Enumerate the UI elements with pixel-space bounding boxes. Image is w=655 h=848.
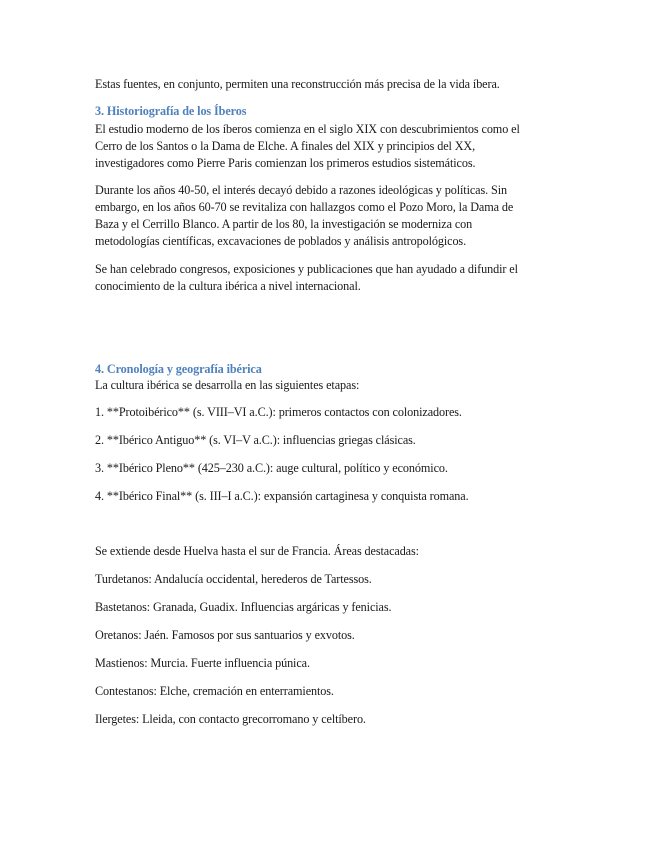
- area-item-bastetanos: Bastetanos: Granada, Guadix. Influencias argáricas y fenicias.: [95, 600, 392, 614]
- section-3-p2-line-1: Durante los años 40-50, el interés decayó debido a razones ideológicas y políticas. Sin: [95, 183, 507, 197]
- stage-item-1: 1. **Protoibérico** (s. VIII–VI a.C.): primeros contactos con colonizadores.: [95, 405, 462, 419]
- section-3-p1-line-3: investigadores como Pierre Paris comienzan los primeros estudios sistemáticos.: [95, 156, 476, 170]
- section-4-heading: 4. Cronología y geografía ibérica: [95, 362, 262, 376]
- stage-item-3: 3. **Ibérico Pleno** (425–230 a.C.): auge cultural, político y económico.: [95, 461, 448, 475]
- area-item-oretanos: Oretanos: Jaén. Famosos por sus santuarios y exvotos.: [95, 628, 355, 642]
- geography-intro: Se extiende desde Huelva hasta el sur de Francia. Áreas destacadas:: [95, 544, 419, 558]
- section-3-heading: 3. Historiografía de los Íberos: [95, 104, 247, 118]
- area-item-turdetanos: Turdetanos: Andalucía occidental, herederos de Tartessos.: [95, 572, 372, 586]
- section-3-p1-line-2: Cerro de los Santos o la Dama de Elche. A finales del XIX y principios del XX,: [95, 139, 476, 153]
- section-3-p2-line-3: Baza y el Cerrillo Blanco. A partir de los 80, la investigación se moderniza con: [95, 217, 473, 231]
- area-item-mastienos: Mastienos: Murcia. Fuerte influencia púnica.: [95, 656, 310, 670]
- section-3-p3-line-2: conocimiento de la cultura ibérica a nivel internacional.: [95, 279, 361, 293]
- section-3-p2-line-4: metodologías científicas, excavaciones de poblados y análisis antropológicos.: [95, 234, 467, 248]
- area-item-ilergetes: Ilergetes: Lleida, con contacto grecorromano y celtíbero.: [95, 712, 366, 726]
- section-4-intro: La cultura ibérica se desarrolla en las siguientes etapas:: [95, 378, 360, 392]
- area-item-contestanos: Contestanos: Elche, cremación en enterramientos.: [95, 684, 334, 698]
- section-3-p1-line-1: El estudio moderno de los íberos comienza en el siglo XIX con descubrimientos como el: [95, 122, 520, 136]
- section-3-p2-line-2: embargo, en los años 60-70 se revitaliza con hallazgos como el Pozo Moro, la Dama de: [95, 200, 514, 214]
- section-3-p3-line-1: Se han celebrado congresos, exposiciones y publicaciones que han ayudado a difundir el: [95, 262, 518, 276]
- stage-item-4: 4. **Ibérico Final** (s. III–I a.C.): expansión cartaginesa y conquista romana.: [95, 489, 469, 503]
- stage-item-2: 2. **Ibérico Antiguo** (s. VI–V a.C.): influencias griegas clásicas.: [95, 433, 416, 447]
- intro-paragraph: Estas fuentes, en conjunto, permiten una reconstrucción más precisa de la vida íbera.: [95, 77, 500, 91]
